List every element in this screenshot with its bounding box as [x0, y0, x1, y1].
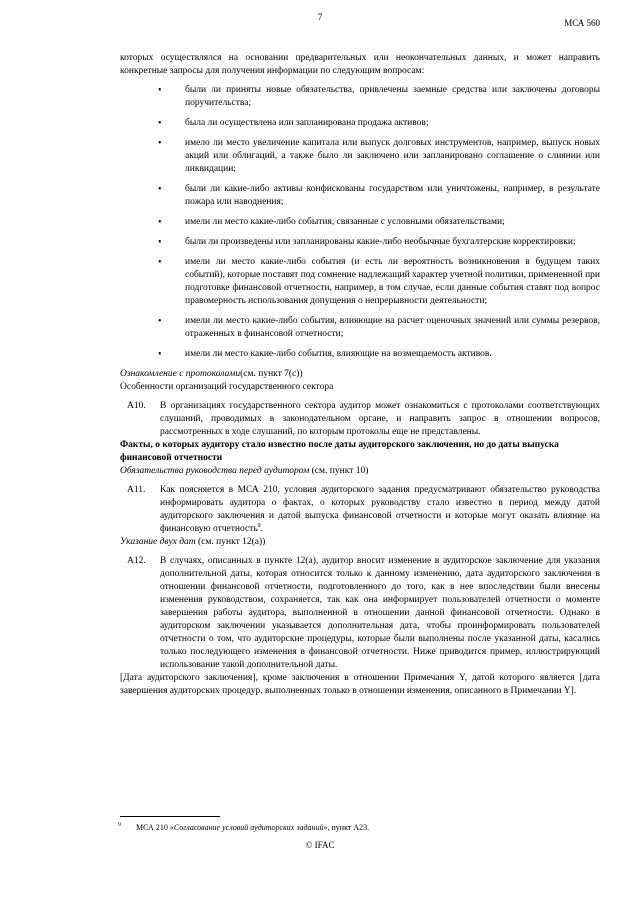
list-item: • имели ли место какие-либо события, влияющие на расчет оценочных значений или суммы резервов, отраженных в финансовой отчетности; — [158, 316, 600, 339]
footnote-divider — [120, 816, 220, 817]
list-item: • имели ли место какие-либо события, связанные с условными обязательствами; — [158, 217, 505, 228]
footnote-number: 9 — [118, 822, 121, 828]
list-item: • были ли какие-либо активы конфискованы государством или уничтожены, например, в результате пожара или наводнения; — [158, 184, 600, 207]
document-code: МСА 560 — [564, 18, 600, 28]
page-number: 7 — [317, 12, 323, 22]
bullet-icon: • — [158, 217, 162, 228]
list-item: • имели ли место какие-либо события (и есть ли вероятность возникновения в будущем таких событий), которые поставят под сомнение надлежащий характер учетной политики, примененной при подготовке финансовой отчетности, например, в том случае, если данные события ставят под вопрос правомерность использования допущения о непрерывности деятельности; — [158, 257, 600, 306]
paragraph-text: Как поясняется в МСА 210, условия аудиторского задания предусматривают обязательство руководства информировать аудитора о фактах, о которых руководству стало известно в период между датой аудиторского заключения и датой выпуска финансовой отчетности и которые могут оказать влияние на финансовую отчетность — [160, 485, 600, 534]
footnote-ref: 9 — [257, 522, 261, 529]
paragraph-a12 — [120, 555, 600, 672]
bullet-icon: • — [158, 316, 162, 327]
paragraph-text: В случаях, описанных в пункте 12(а), аудитор вносит изменение в аудиторское заключение для указания дополнительной даты, которая относится только к данному изменению, дата аудиторского заключения в отношении финансовой отчетности, подготовленного до того, как в нее впоследствии были внесены изменения руководством, сохраняется, так как она информирует пользователей отчетности о моменте завершения работы аудитора, выполненной в отношении данной финансовой отчетности. Однако в аудиторском заключении указывается дополнительная дата, чтобы проинформировать пользователей отчетности о том, что аудиторские процедуры, которые были выполнены после указанной даты, касались только последующего изменения в финансовой отчетности. Ниже приводится пример, иллюстрирующий использование такой дополнительной даты. — [160, 556, 600, 670]
footnote-title: Согласование условий аудиторских заданий — [173, 823, 324, 832]
document-body — [120, 52, 600, 698]
management-heading: Обязательства руководства перед аудитором (см. пункт 10) — [120, 466, 369, 476]
bullet-icon: • — [158, 118, 162, 129]
list-item: • имело ли место увеличение капитала или выпуск долговых инструментов, например, выпуск новых акций или облигаций, а также было ли заключено или запланировано соглашение о слиянии или ликвидации; — [158, 138, 600, 174]
list-item: • была ли осуществлена или запланирована продажа активов; — [158, 118, 429, 129]
footnote: 9 МСА 210 «Согласование условий аудиторских заданий», пункт A23. — [118, 822, 370, 832]
paragraph-number: A12. — [127, 556, 146, 566]
paragraph-text: В организациях государственного сектора аудитор может ознакомиться с протоколами соответствующих слушаний, проводимых в законодательном органе, и направить запрос в отношении вопросов, рассмотренных в ходе слушаний, по которым протоколы еще не представлены. — [160, 401, 600, 437]
bullet-icon: • — [158, 184, 162, 195]
bullet-icon: • — [158, 138, 162, 149]
list-item: • были ли произведены или запланированы какие-либо необычные бухгалтерские корректировки; — [158, 237, 576, 248]
intro-paragraph: которых осуществлялся на основании предварительных или неокончательных данных, и может направить конкретные запросы для получения информации по следующим вопросам: — [120, 53, 600, 76]
bullet-icon: • — [158, 237, 162, 248]
copyright-footer: © IFAC — [305, 840, 335, 850]
section-heading: Факты, о которых аудитору стало известно после даты аудиторского заключения, но до даты выпуска финансовой отчетности — [120, 440, 559, 463]
list-item: • имели ли место какие-либо события, влияющие на возмещаемость активов. — [158, 349, 492, 360]
paragraph-number: A11. — [127, 485, 146, 495]
public-sector-heading: Особенности организаций государственного сектора — [120, 382, 334, 392]
inquiry-list — [120, 84, 600, 361]
protocols-heading: Ознакомление с протоколами(см. пункт 7(с)) — [120, 369, 303, 379]
list-item: • были ли приняты новые обязательства, привлечены заемные средства или заключены договоры поручительства; — [158, 85, 600, 108]
bullet-icon: • — [158, 349, 162, 360]
dual-dating-heading: Указание двух дат (см. пункт 12(а)) — [120, 537, 266, 547]
bullet-icon: • — [158, 85, 162, 96]
bullet-icon: • — [158, 257, 162, 268]
paragraph-a11: A11. Как поясняется в МСА 210, условия аудиторского задания предусматривают обязательство руководства информировать аудитора о фактах, о которых руководству стало известно в период между датой аудиторского заключения и датой выпуска финансовой отчетности и которые могут оказать влияние на финансовую отчетность$^9$. — [127, 485, 600, 534]
paragraph-number: A10. — [127, 401, 146, 411]
dual-date-example: [Дата аудиторского заключения], кроме заключения в отношении Примечания Y, датой которого является [дата завершения аудиторских процедур, выполненных только в отношении изменения, описанного в Примечании Y]. — [120, 673, 600, 696]
paragraph-a10 — [120, 400, 600, 439]
